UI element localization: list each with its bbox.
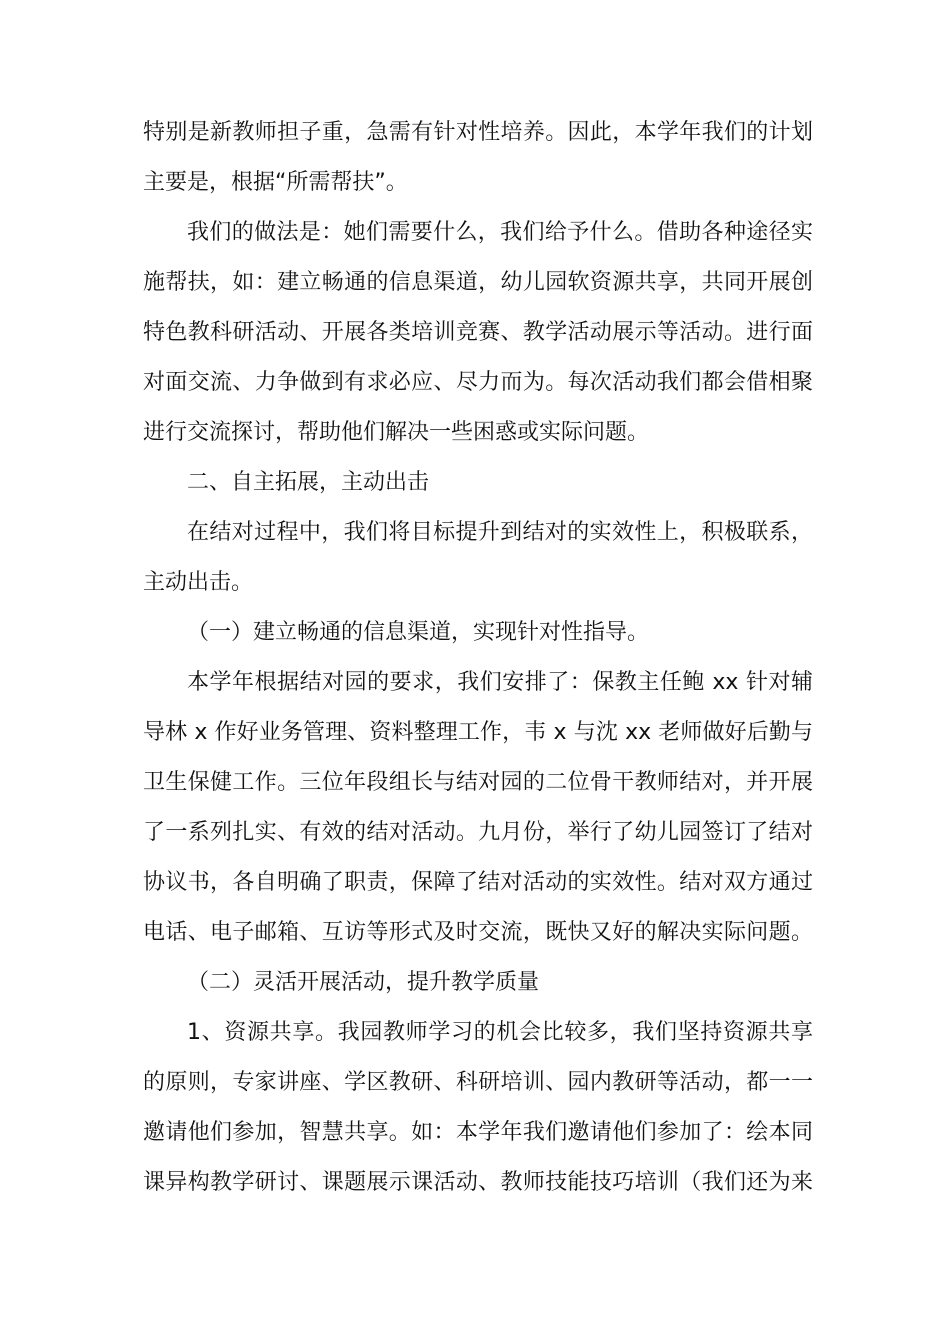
document-body (143, 108, 813, 1208)
text-line: 二、自主拓展，主动出击 (187, 470, 430, 495)
text-line: 协议书，各自明确了职责，保障了结对活动的实效性。结对双方通过 (143, 870, 813, 895)
text-line: 卫生保健工作。三位年段组长与结对园的二位骨干教师结对，并开展 (143, 770, 813, 795)
text-line: 了一系列扎实、有效的结对活动。九月份，举行了幼儿园签订了结对 (143, 820, 813, 845)
text-line: 的原则，专家讲座、学区教研、科研培训、园内教研等活动，都一一 (143, 1070, 813, 1095)
text-line: （二）灵活开展活动，提升教学质量 (187, 970, 540, 995)
text-line: 进行交流探讨，帮助他们解决一些困惑或实际问题。 (143, 420, 650, 445)
text-line: 特别是新教师担子重，急需有针对性培养。因此，本学年我们的计划 (143, 120, 813, 145)
text-line: 施帮扶，如：建立畅通的信息渠道，幼儿园软资源共享，共同开展创 (143, 270, 813, 295)
document-page (143, 108, 813, 1208)
text-line: 对面交流、力争做到有求必应、尽力而为。每次活动我们都会借相聚 (143, 370, 813, 395)
text-line: 主要是，根据“所需帮扶”。 (143, 170, 408, 195)
text-line: 在结对过程中，我们将目标提升到结对的实效性上，积极联系， (187, 520, 813, 545)
text-line: 本学年根据结对园的要求，我们安排了：保教主任鲍 xx 针对辅 (187, 670, 813, 695)
text-line: 电话、电子邮箱、互访等形式及时交流，既快又好的解决实际问题。 (143, 920, 813, 945)
text-line: 特色教科研活动、开展各类培训竞赛、教学活动展示等活动。进行面 (143, 320, 813, 345)
text-line: 我们的做法是：她们需要什么，我们给予什么。借助各种途径实 (187, 220, 813, 245)
text-line: 1、资源共享。我园教师学习的机会比较多，我们坚持资源共享 (187, 1020, 813, 1045)
text-line: 导林 x 作好业务管理、资料整理工作，韦 x 与沈 xx 老师做好后勤与 (143, 720, 813, 745)
text-line: 课异构教学研讨、课题展示课活动、教师技能技巧培训（我们还为来 (143, 1170, 813, 1195)
text-line: 主动出击。 (143, 570, 254, 595)
text-line: 邀请他们参加，智慧共享。如：本学年我们邀请他们参加了：绘本同 (143, 1120, 813, 1145)
text-line: （一）建立畅通的信息渠道，实现针对性指导。 (187, 620, 650, 645)
